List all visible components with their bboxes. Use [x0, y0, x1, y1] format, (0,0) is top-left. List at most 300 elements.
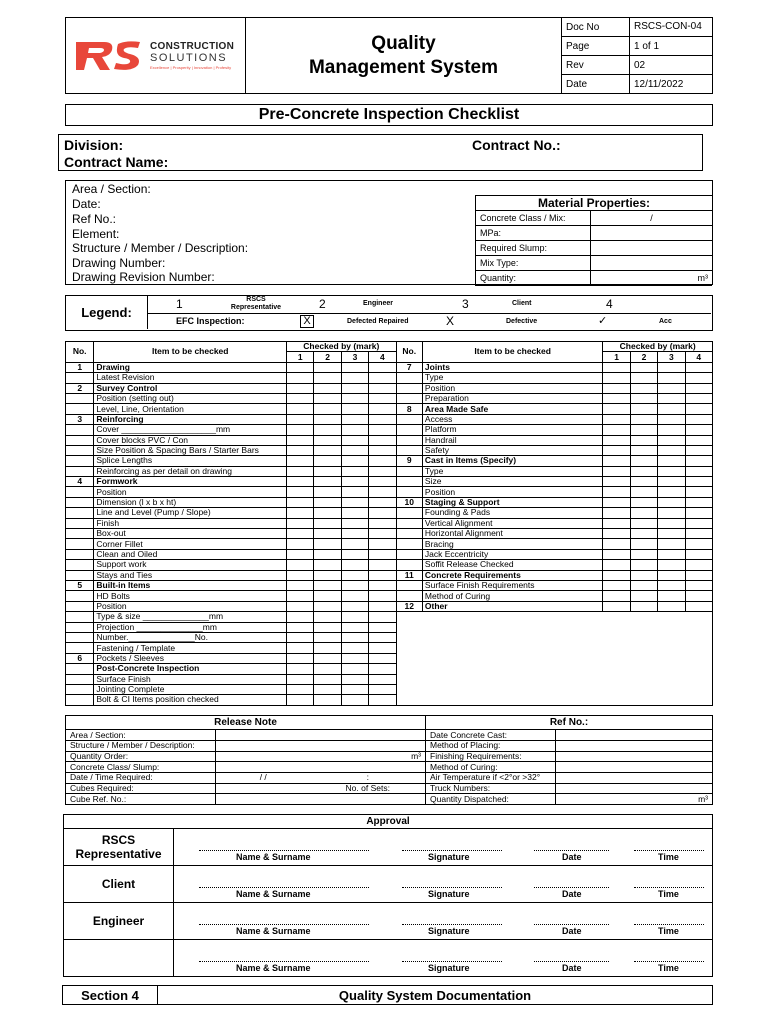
- check-cell[interactable]: [630, 560, 657, 570]
- check-cell[interactable]: [314, 373, 341, 383]
- check-cell[interactable]: [685, 362, 712, 372]
- check-cell[interactable]: [603, 404, 630, 414]
- release-field-value[interactable]: :: [311, 772, 426, 783]
- checklist-item: Position: [422, 487, 603, 497]
- release-field-value[interactable]: [216, 762, 311, 773]
- check-cell[interactable]: [369, 653, 396, 663]
- check-cell[interactable]: [314, 643, 341, 653]
- check-cell[interactable]: [630, 529, 657, 539]
- release-field-value[interactable]: [216, 794, 311, 805]
- item-number: 7: [396, 362, 422, 372]
- check-cell[interactable]: [287, 487, 314, 497]
- check-cell[interactable]: [314, 653, 341, 663]
- check-cell[interactable]: [603, 487, 630, 497]
- check-cell[interactable]: [685, 591, 712, 601]
- checklist-item: Fastening / Template: [94, 643, 287, 653]
- item-number: [66, 643, 94, 653]
- check-cell[interactable]: [341, 487, 368, 497]
- check-cell[interactable]: [630, 435, 657, 445]
- check-cell[interactable]: [603, 560, 630, 570]
- signature-line: [634, 887, 704, 888]
- check-cell[interactable]: [658, 445, 685, 455]
- item-number: [66, 445, 94, 455]
- check-cell[interactable]: [685, 414, 712, 424]
- check-cell[interactable]: [287, 456, 314, 466]
- check-cell[interactable]: [287, 632, 314, 642]
- qms-title-cell: [246, 18, 562, 94]
- check-cell[interactable]: [341, 425, 368, 435]
- contract-name-label: Contract Name:: [64, 154, 169, 170]
- check-cell[interactable]: [314, 695, 341, 705]
- check-cell[interactable]: [369, 414, 396, 424]
- check-cell[interactable]: [314, 435, 341, 445]
- check-cell[interactable]: [603, 549, 630, 559]
- check-cell[interactable]: [630, 477, 657, 487]
- check-cell[interactable]: [341, 497, 368, 507]
- item-number: [396, 560, 422, 570]
- check-cell[interactable]: [630, 362, 657, 372]
- check-cell[interactable]: [603, 518, 630, 528]
- check-cell[interactable]: [603, 435, 630, 445]
- check-cell[interactable]: [341, 539, 368, 549]
- check-cell[interactable]: [658, 404, 685, 414]
- check-cell[interactable]: [314, 539, 341, 549]
- check-cell[interactable]: [369, 456, 396, 466]
- check-cell[interactable]: [287, 580, 314, 590]
- release-field-value[interactable]: [216, 740, 311, 751]
- check-cell[interactable]: [287, 466, 314, 476]
- check-cell[interactable]: [341, 632, 368, 642]
- check-cell[interactable]: [603, 456, 630, 466]
- check-cell[interactable]: [369, 549, 396, 559]
- check-cell[interactable]: [287, 497, 314, 507]
- check-cell[interactable]: [630, 445, 657, 455]
- check-cell[interactable]: [314, 560, 341, 570]
- check-cell[interactable]: [658, 487, 685, 497]
- check-cell[interactable]: [658, 518, 685, 528]
- check-cell[interactable]: [314, 601, 341, 611]
- checklist-item: Number.______________No.: [94, 632, 287, 642]
- check-cell[interactable]: [603, 414, 630, 424]
- check-cell[interactable]: [630, 497, 657, 507]
- checklist-item: Drawing: [94, 362, 287, 372]
- check-cell[interactable]: [341, 466, 368, 476]
- release-field-value[interactable]: [311, 794, 426, 805]
- release-field-value[interactable]: [311, 740, 426, 751]
- check-cell[interactable]: [658, 362, 685, 372]
- release-field-value[interactable]: No. of Sets:: [311, 783, 426, 794]
- check-cell[interactable]: [369, 601, 396, 611]
- check-cell[interactable]: [314, 580, 341, 590]
- check-cell[interactable]: [603, 508, 630, 518]
- check-cell[interactable]: [630, 591, 657, 601]
- check-cell[interactable]: [630, 539, 657, 549]
- check-cell[interactable]: [287, 612, 314, 622]
- check-cell[interactable]: [369, 643, 396, 653]
- check-cell[interactable]: [603, 539, 630, 549]
- check-cell[interactable]: [314, 664, 341, 674]
- check-cell[interactable]: [630, 425, 657, 435]
- check-cell[interactable]: [287, 591, 314, 601]
- check-cell[interactable]: [287, 664, 314, 674]
- check-cell[interactable]: [314, 425, 341, 435]
- check-cell[interactable]: [658, 580, 685, 590]
- checklist-item: Post-Concrete Inspection: [94, 664, 287, 674]
- check-cell[interactable]: [287, 404, 314, 414]
- item-number: [66, 529, 94, 539]
- check-cell[interactable]: [658, 570, 685, 580]
- checklist-item: Method of Curing: [422, 591, 603, 601]
- check-cell[interactable]: [369, 508, 396, 518]
- checklist-item: Handrail: [422, 435, 603, 445]
- check-cell[interactable]: [685, 539, 712, 549]
- check-cell[interactable]: [314, 612, 341, 622]
- check-cell[interactable]: [314, 393, 341, 403]
- check-cell[interactable]: [630, 383, 657, 393]
- check-cell[interactable]: [685, 570, 712, 580]
- check-cell[interactable]: [685, 560, 712, 570]
- check-cell[interactable]: [630, 404, 657, 414]
- check-cell[interactable]: [314, 508, 341, 518]
- check-cell[interactable]: [287, 643, 314, 653]
- check-cell[interactable]: [685, 549, 712, 559]
- check-cell[interactable]: [287, 601, 314, 611]
- check-cell[interactable]: [630, 601, 657, 611]
- check-cell[interactable]: [630, 466, 657, 476]
- check-cell[interactable]: [341, 570, 368, 580]
- check-cell[interactable]: [603, 445, 630, 455]
- check-cell[interactable]: [341, 445, 368, 455]
- signature-line: [634, 924, 704, 925]
- check-cell[interactable]: [603, 383, 630, 393]
- check-cell[interactable]: [685, 425, 712, 435]
- release-field-value[interactable]: [311, 762, 426, 773]
- approval-signature-area[interactable]: [174, 866, 713, 903]
- check-cell[interactable]: [369, 591, 396, 601]
- check-cell[interactable]: [341, 404, 368, 414]
- checklist-item: Jointing Complete: [94, 684, 287, 694]
- check-cell[interactable]: [658, 529, 685, 539]
- check-cell[interactable]: [287, 560, 314, 570]
- check-cell[interactable]: [685, 477, 712, 487]
- check-cell[interactable]: [341, 435, 368, 445]
- check-cell[interactable]: [341, 612, 368, 622]
- check-cell[interactable]: [603, 362, 630, 372]
- check-cell[interactable]: [341, 674, 368, 684]
- item-number: [66, 632, 94, 642]
- item-number: [66, 664, 94, 674]
- check-cell[interactable]: [630, 487, 657, 497]
- check-cell[interactable]: [369, 477, 396, 487]
- release-field-value[interactable]: [556, 762, 713, 773]
- check-cell[interactable]: [369, 580, 396, 590]
- check-cell[interactable]: [658, 456, 685, 466]
- check-cell[interactable]: [630, 549, 657, 559]
- item-number: [396, 591, 422, 601]
- check-cell[interactable]: [287, 695, 314, 705]
- check-cell[interactable]: [341, 383, 368, 393]
- release-field-value[interactable]: [216, 730, 311, 741]
- check-cell[interactable]: [287, 549, 314, 559]
- check-cell[interactable]: [287, 518, 314, 528]
- check-cell[interactable]: [287, 414, 314, 424]
- check-cell[interactable]: [630, 456, 657, 466]
- release-field-value[interactable]: / /: [216, 772, 311, 783]
- check-cell[interactable]: [287, 362, 314, 372]
- check-cell[interactable]: [369, 393, 396, 403]
- check-cell[interactable]: [630, 580, 657, 590]
- check-cell[interactable]: [287, 383, 314, 393]
- logo-cell: [66, 18, 246, 94]
- check-cell[interactable]: [314, 518, 341, 528]
- release-field-value[interactable]: [216, 783, 311, 794]
- check-cell[interactable]: [314, 456, 341, 466]
- check-cell[interactable]: [314, 477, 341, 487]
- approval-signature-area[interactable]: [174, 940, 713, 977]
- check-cell[interactable]: [685, 456, 712, 466]
- check-cell[interactable]: [630, 508, 657, 518]
- check-cell[interactable]: [658, 425, 685, 435]
- release-field-value[interactable]: [556, 740, 713, 751]
- check-cell[interactable]: [603, 601, 630, 611]
- check-cell[interactable]: [369, 695, 396, 705]
- check-cell[interactable]: [314, 570, 341, 580]
- check-cell[interactable]: [658, 560, 685, 570]
- mpa-label: MPa:: [476, 226, 591, 241]
- check-cell[interactable]: [630, 570, 657, 580]
- check-cell[interactable]: [341, 373, 368, 383]
- check-cell[interactable]: [369, 435, 396, 445]
- check-cell[interactable]: [685, 404, 712, 414]
- check-cell[interactable]: [658, 549, 685, 559]
- check-cell[interactable]: [369, 560, 396, 570]
- check-cell[interactable]: [287, 529, 314, 539]
- check-cell[interactable]: [658, 539, 685, 549]
- check-cell[interactable]: [341, 549, 368, 559]
- release-field-value[interactable]: [556, 751, 713, 762]
- release-field-value[interactable]: [556, 730, 713, 741]
- approval-signature-area[interactable]: [174, 903, 713, 940]
- check-cell[interactable]: [314, 622, 341, 632]
- approval-signature-area[interactable]: [174, 829, 713, 866]
- checklist-item: HD Bolts: [94, 591, 287, 601]
- check-cell[interactable]: [341, 518, 368, 528]
- release-field-value[interactable]: [556, 783, 713, 794]
- check-cell[interactable]: [341, 414, 368, 424]
- check-cell[interactable]: [603, 466, 630, 476]
- page-label: Page: [562, 37, 630, 56]
- check-cell[interactable]: [341, 477, 368, 487]
- check-cell[interactable]: [341, 653, 368, 663]
- check-cell[interactable]: [287, 425, 314, 435]
- check-cell[interactable]: [658, 466, 685, 476]
- release-field-label: Method of Curing:: [426, 762, 556, 773]
- check-cell[interactable]: [341, 643, 368, 653]
- check-cell[interactable]: [603, 497, 630, 507]
- check-cell[interactable]: [314, 632, 341, 642]
- check-cell[interactable]: [369, 497, 396, 507]
- release-field-value[interactable]: m³: [556, 794, 713, 805]
- check-cell[interactable]: [369, 404, 396, 414]
- check-cell[interactable]: [341, 529, 368, 539]
- slump-label: Required Slump:: [476, 241, 591, 256]
- check-cell[interactable]: [341, 695, 368, 705]
- check-cell[interactable]: [603, 580, 630, 590]
- check-cell[interactable]: [369, 674, 396, 684]
- check-cell[interactable]: [341, 601, 368, 611]
- item-number: 5: [66, 580, 94, 590]
- check-cell[interactable]: [314, 466, 341, 476]
- check-cell[interactable]: [685, 580, 712, 590]
- check-cell[interactable]: [341, 560, 368, 570]
- check-cell[interactable]: [341, 456, 368, 466]
- check-cell[interactable]: [630, 518, 657, 528]
- checker-col-2: 2: [314, 352, 341, 362]
- check-cell[interactable]: [341, 664, 368, 674]
- check-cell[interactable]: [685, 518, 712, 528]
- release-field-value[interactable]: [311, 730, 426, 741]
- check-cell[interactable]: [658, 414, 685, 424]
- check-cell[interactable]: [658, 477, 685, 487]
- concrete-class-value: /: [591, 211, 713, 226]
- check-cell[interactable]: [287, 622, 314, 632]
- signature-line: [199, 924, 369, 925]
- check-cell[interactable]: [369, 529, 396, 539]
- check-cell[interactable]: [287, 435, 314, 445]
- release-field-value[interactable]: m³: [311, 751, 426, 762]
- check-cell[interactable]: [369, 539, 396, 549]
- check-cell[interactable]: [369, 487, 396, 497]
- check-cell[interactable]: [314, 414, 341, 424]
- check-cell[interactable]: [603, 373, 630, 383]
- check-cell[interactable]: [685, 487, 712, 497]
- check-cell[interactable]: [287, 653, 314, 663]
- check-cell[interactable]: [369, 518, 396, 528]
- check-cell[interactable]: [658, 393, 685, 403]
- check-cell[interactable]: [603, 477, 630, 487]
- check-cell[interactable]: [685, 466, 712, 476]
- check-cell[interactable]: [314, 684, 341, 694]
- check-cell[interactable]: [369, 425, 396, 435]
- check-cell[interactable]: [314, 487, 341, 497]
- item-number: 11: [396, 570, 422, 580]
- check-cell[interactable]: [369, 664, 396, 674]
- item-number: [396, 373, 422, 383]
- check-cell[interactable]: [630, 414, 657, 424]
- checklist-item: Built-in Items: [94, 580, 287, 590]
- release-field-label: Date / Time Required:: [66, 772, 216, 783]
- check-cell[interactable]: [314, 549, 341, 559]
- check-cell[interactable]: [287, 674, 314, 684]
- legend-engineer: Engineer: [363, 300, 393, 307]
- check-cell[interactable]: [685, 373, 712, 383]
- check-cell[interactable]: [603, 529, 630, 539]
- check-cell[interactable]: [369, 445, 396, 455]
- item-number: [66, 695, 94, 705]
- check-cell[interactable]: [314, 404, 341, 414]
- check-cell[interactable]: [369, 466, 396, 476]
- check-cell[interactable]: [369, 373, 396, 383]
- check-cell[interactable]: [287, 684, 314, 694]
- release-field-value[interactable]: [556, 772, 713, 783]
- check-cell[interactable]: [369, 612, 396, 622]
- check-cell[interactable]: [341, 580, 368, 590]
- check-cell[interactable]: [341, 362, 368, 372]
- check-cell[interactable]: [369, 362, 396, 372]
- check-cell[interactable]: [287, 393, 314, 403]
- check-cell[interactable]: [369, 622, 396, 632]
- check-cell[interactable]: [314, 383, 341, 393]
- check-cell[interactable]: [603, 425, 630, 435]
- check-cell[interactable]: [287, 570, 314, 580]
- check-cell[interactable]: [369, 383, 396, 393]
- signature-line: [199, 850, 369, 851]
- release-field-value[interactable]: [216, 751, 311, 762]
- check-cell[interactable]: [630, 373, 657, 383]
- check-cell[interactable]: [658, 497, 685, 507]
- check-cell[interactable]: [603, 393, 630, 403]
- check-cell[interactable]: [287, 373, 314, 383]
- check-cell[interactable]: [314, 362, 341, 372]
- check-cell[interactable]: [685, 445, 712, 455]
- check-cell[interactable]: [685, 497, 712, 507]
- approval-role: [64, 940, 174, 977]
- check-cell[interactable]: [658, 591, 685, 601]
- check-cell[interactable]: [658, 601, 685, 611]
- check-cell[interactable]: [658, 435, 685, 445]
- mix-type-label: Mix Type:: [476, 256, 591, 271]
- checklist-item: Finish: [94, 518, 287, 528]
- check-cell[interactable]: [341, 393, 368, 403]
- check-cell[interactable]: [685, 435, 712, 445]
- item-number: [66, 425, 94, 435]
- footer-section: Section 4: [63, 986, 158, 1005]
- check-cell[interactable]: [685, 383, 712, 393]
- time-label: Time: [658, 852, 679, 862]
- check-cell[interactable]: [314, 674, 341, 684]
- check-cell[interactable]: [658, 373, 685, 383]
- check-cell[interactable]: [685, 601, 712, 611]
- check-cell[interactable]: [314, 591, 341, 601]
- check-cell[interactable]: [314, 445, 341, 455]
- check-cell[interactable]: [287, 508, 314, 518]
- check-cell[interactable]: [341, 684, 368, 694]
- check-cell[interactable]: [658, 508, 685, 518]
- check-cell[interactable]: [287, 539, 314, 549]
- check-cell[interactable]: [369, 684, 396, 694]
- check-cell[interactable]: [369, 632, 396, 642]
- element-label: Element:: [72, 227, 120, 241]
- check-cell[interactable]: [685, 393, 712, 403]
- check-cell[interactable]: [341, 591, 368, 601]
- item-number: [66, 518, 94, 528]
- check-cell[interactable]: [287, 445, 314, 455]
- check-cell[interactable]: [685, 529, 712, 539]
- logo-line2: SOLUTIONS: [150, 51, 228, 64]
- check-cell[interactable]: [314, 497, 341, 507]
- check-cell[interactable]: [287, 477, 314, 487]
- check-cell[interactable]: [369, 570, 396, 580]
- check-cell[interactable]: [341, 622, 368, 632]
- check-cell[interactable]: [603, 591, 630, 601]
- check-cell[interactable]: [658, 383, 685, 393]
- check-cell[interactable]: [685, 508, 712, 518]
- check-cell[interactable]: [341, 508, 368, 518]
- check-cell[interactable]: [603, 570, 630, 580]
- check-cell[interactable]: [630, 393, 657, 403]
- check-cell[interactable]: [314, 529, 341, 539]
- legend-rscs-2: Representative: [230, 304, 282, 311]
